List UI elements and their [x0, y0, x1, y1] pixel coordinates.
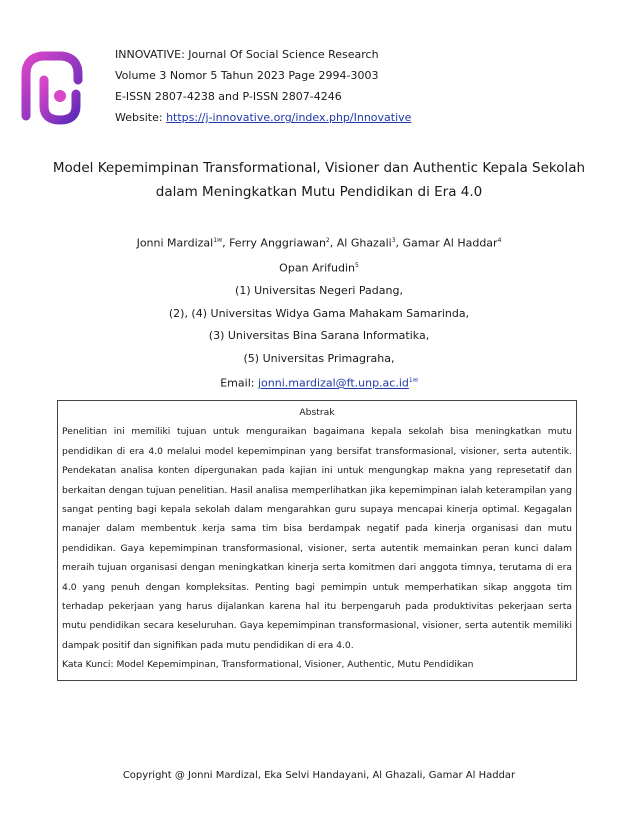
paper-title-line-2: dalam Meningkatkan Mutu Pendidikan di Era 4.0	[155, 184, 483, 200]
author-block	[40, 230, 598, 395]
author-1-sup: 1✉	[213, 237, 223, 244]
author-4-sup: 4	[497, 237, 502, 244]
affiliation-3: (3) Universitas Bina Sarana Informatika,	[208, 329, 430, 343]
journal-issn: E-ISSN 2807-4238 and P-ISSN 2807-4246	[115, 90, 342, 103]
website-label: Website:	[115, 111, 167, 124]
website-link[interactable]: https://j-innovative.org/index.php/Innovative	[166, 111, 412, 124]
journal-logo	[18, 50, 86, 126]
paper-title-line-1: Model Kepemimpinan Transformational, Visioner dan Authentic Kepala Sekolah	[52, 160, 586, 176]
email-line	[40, 370, 598, 395]
keywords: Kata Kunci: Model Kepemimpinan, Transformational, Visioner, Authentic, Mutu Pendidikan	[62, 659, 474, 671]
author-list	[40, 230, 598, 255]
author-5-sup: 5	[354, 262, 359, 270]
email-link[interactable]: jonni.mardizal@ft.unp.ac.id	[257, 376, 409, 390]
paper-title	[40, 156, 598, 204]
author-4: , Gamar Al Haddar	[395, 236, 498, 250]
journal-volume: Volume 3 Nomor 5 Tahun 2023 Page 2994-3003	[115, 69, 379, 82]
affiliation-1: (1) Universitas Negeri Padang,	[235, 284, 403, 298]
journal-header	[115, 44, 411, 128]
abstract-box	[57, 400, 577, 681]
copyright-footer: Copyright @ Jonni Mardizal, Eka Selvi Handayani, Al Ghazali, Gamar Al Haddar	[122, 770, 516, 781]
author-5: Opan Arifudin	[279, 261, 355, 275]
author-1: Jonni Mardizal	[136, 236, 214, 250]
abstract-body: Penelitian ini memiliki tujuan untuk menguraikan bagaimana kepala sekolah bisa meningkatkan mutu pendidikan di era 4.0 melalui model kepemimpinan yang bersifat transformasional, visioner, serta autentik. Pendekatan analisa konten dipergunakan pada kajian ini untuk mengungkap makna yang represetatif dan berkaitan dengan tujuan penelitian. Hasil analisa memperlihatkan jika kepemimpinan ialah keterampilan yang sangat penting bagi kepala sekolah dalam mengarahkan guru supaya mencapai kinerja optimal. Kegagalan manajer dalam membentuk kerja sama tim bisa berdampak negatif pada kinerja organisasi dan mutu pendidikan. Gaya kepemimpinan transformasional, visioner, serta autentik memainkan peran kunci dalam meraih tujuan organisasi dengan meningkatkan kinerja serta komitmen dari anggota timnya, terutama di era 4.0 yang penuh dengan kompleksitas. Penting bagi pemimpin untuk memperhatikan sikap anggota tim terhadap pekerjaan yang harus dijalankan karena hal itu berpengaruh pada produktivitas pekerjaan serta mutu pendidikan secara keseluruhan. Gaya kepemimpinan transformasional, visioner, serta autentik memiliki dampak positif dan signifikan pada mutu pendidikan di era 4.0.	[62, 426, 572, 651]
journal-name: INNOVATIVE: Journal Of Social Science Research	[115, 48, 379, 61]
abstract-heading: Abstrak	[299, 407, 335, 418]
author-list-2	[40, 255, 598, 280]
author-2-sup: 2	[325, 237, 330, 244]
affiliation-2: (2), (4) Universitas Widya Gama Mahakam Samarinda,	[168, 306, 470, 320]
author-2: , Ferry Anggriawan	[222, 236, 326, 250]
journal-website	[115, 107, 411, 128]
affiliation-4: (5) Universitas Primagraha,	[243, 351, 395, 365]
author-3: , Al Ghazali	[329, 236, 392, 250]
email-sup: 1✉	[408, 377, 418, 385]
author-3-sup: 3	[391, 237, 396, 244]
email-label: Email:	[220, 376, 258, 390]
